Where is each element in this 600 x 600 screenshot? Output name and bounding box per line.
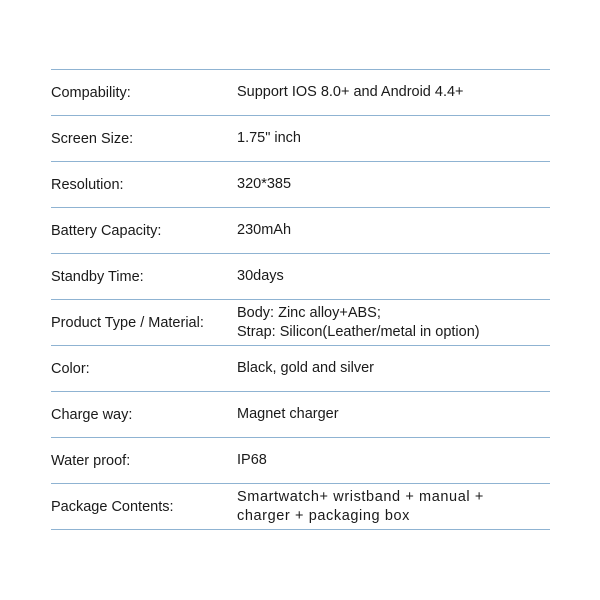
- spec-row-compatibility: [51, 70, 550, 116]
- spec-label: Standby Time:: [51, 268, 144, 285]
- spec-value: [237, 83, 550, 102]
- spec-row-material: [51, 300, 550, 346]
- spec-label: Color:: [51, 360, 90, 377]
- spec-value: [237, 488, 550, 526]
- spec-value: [237, 221, 550, 240]
- spec-row-standby-time: [51, 254, 550, 300]
- spec-value-line: 30days: [237, 268, 284, 284]
- spec-label: Battery Capacity:: [51, 222, 162, 239]
- spec-label: Water proof:: [51, 452, 131, 469]
- spec-row-package-contents: [51, 484, 550, 530]
- spec-value-line: charger + packaging box: [237, 507, 411, 524]
- spec-value: [237, 451, 550, 470]
- spec-value: [237, 267, 550, 286]
- spec-value-line: 1.75" inch: [237, 130, 301, 146]
- spec-value-line: Black, gold and silver: [237, 360, 375, 376]
- spec-row-battery-capacity: [51, 208, 550, 254]
- spec-value: [237, 359, 550, 378]
- spec-label: Screen Size:: [51, 130, 134, 147]
- spec-value-line: Magnet charger: [237, 406, 339, 422]
- spec-value: [237, 175, 550, 194]
- spec-row-water-proof: [51, 438, 550, 484]
- spec-value: [237, 405, 550, 424]
- spec-value-line: 320*385: [237, 176, 292, 192]
- spec-value-line: Support IOS 8.0+ and Android 4.4+: [237, 84, 464, 100]
- spec-value-line: IP68: [237, 452, 267, 468]
- spec-row-color: [51, 346, 550, 392]
- spec-label: Compability:: [51, 84, 131, 101]
- spec-label: Product Type / Material:: [51, 314, 204, 331]
- spec-row-screen-size: [51, 116, 550, 162]
- spec-row-resolution: [51, 162, 550, 208]
- spec-value: [237, 304, 550, 342]
- spec-row-charge-way: [51, 392, 550, 438]
- spec-label: Package Contents:: [51, 498, 174, 515]
- spec-value-line: Smartwatch+ wristband + manual +: [237, 488, 484, 505]
- spec-value-line: Strap: Silicon(Leather/metal in option): [237, 323, 480, 340]
- spec-value-line: 230mAh: [237, 222, 292, 238]
- spec-value-line: Body: Zinc alloy+ABS;: [237, 304, 381, 321]
- spec-value: [237, 129, 550, 148]
- spec-label: Resolution:: [51, 176, 124, 193]
- spec-label: Charge way:: [51, 406, 133, 423]
- spec-table: [51, 69, 550, 530]
